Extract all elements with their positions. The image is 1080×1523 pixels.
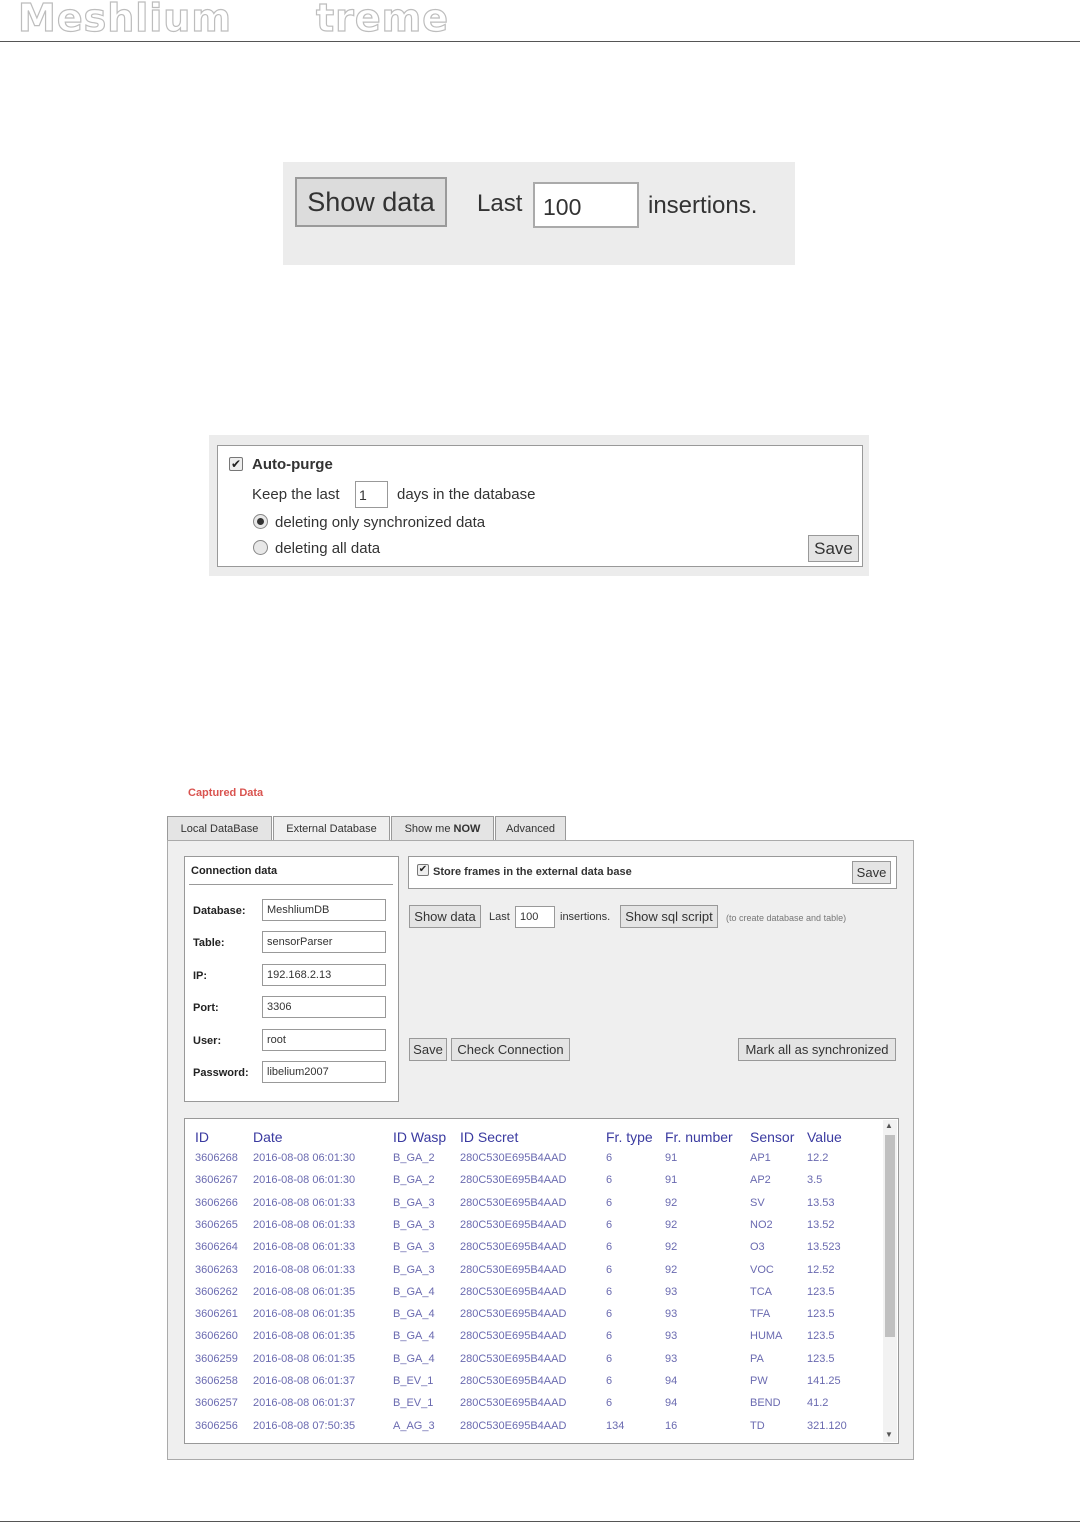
tab-show-me-now[interactable]: [391, 816, 494, 841]
store-frames-box: [408, 856, 897, 889]
table-cell: BEND: [750, 1397, 781, 1410]
table-cell: 2016-08-08 06:01:35: [253, 1330, 356, 1343]
table-cell: 16: [665, 1419, 678, 1432]
insertions-label: insertions.: [648, 192, 758, 219]
table-cell: 141.25: [807, 1375, 841, 1387]
column-header-value: Value: [807, 1129, 842, 1145]
table-cell: 92: [665, 1196, 678, 1209]
column-header-frame-number: Fr. number: [665, 1129, 733, 1145]
table-cell: 92: [665, 1263, 678, 1276]
table-cell: 3.5: [807, 1174, 823, 1187]
table-cell: 94: [665, 1397, 678, 1410]
table-cell: 3606259: [195, 1352, 238, 1365]
table-cell: B_GA_4: [393, 1352, 435, 1365]
divider: [189, 884, 393, 885]
user-label: User:: [193, 1035, 222, 1047]
table-cell: 6: [606, 1174, 613, 1187]
table-cell: 2016-08-08 06:01:33: [253, 1218, 356, 1231]
table-cell: 280C530E695B4AAD: [460, 1174, 567, 1187]
table-cell: 2016-08-08 07:50:35: [253, 1419, 356, 1432]
show-data-button[interactable]: Show data: [295, 177, 447, 227]
table-cell: B_GA_3: [393, 1218, 435, 1231]
table-cell: 3606264: [195, 1241, 238, 1254]
table-cell: B_GA_4: [393, 1285, 435, 1298]
table-cell: 280C530E695B4AAD: [460, 1419, 567, 1432]
table-cell: 2016-08-08 06:01:35: [253, 1352, 356, 1365]
table-cell: 123.5: [807, 1330, 835, 1343]
table-scrollbar[interactable]: [883, 1120, 897, 1442]
table-cell: 280C530E695B4AAD: [460, 1352, 567, 1365]
table-cell: 123.5: [807, 1285, 835, 1298]
table-cell: SV: [750, 1196, 765, 1209]
table-label: Table:: [193, 937, 225, 949]
auto-purge-panel: [217, 445, 863, 567]
table-cell: 3606263: [195, 1263, 238, 1276]
table-cell: 280C530E695B4AAD: [460, 1218, 567, 1231]
insertions-label-small: insertions.: [560, 911, 611, 923]
table-cell: 280C530E695B4AAD: [460, 1152, 567, 1164]
table-cell: 6: [606, 1263, 613, 1276]
table-cell: 93: [665, 1285, 678, 1298]
table-cell: HUMA: [750, 1330, 783, 1343]
column-header-date: Date: [253, 1129, 283, 1145]
table-cell: 3606261: [195, 1308, 238, 1321]
table-cell: TFA: [750, 1308, 771, 1321]
table-cell: 2016-08-08 06:01:37: [253, 1375, 356, 1387]
password-label: Password:: [193, 1067, 249, 1079]
table-cell: 6: [606, 1308, 613, 1321]
table-cell: 91: [665, 1152, 678, 1164]
store-frames-checkbox[interactable]: ✔: [418, 864, 428, 875]
table-cell: 6: [606, 1352, 613, 1365]
column-header-sensor: Sensor: [750, 1129, 795, 1145]
table-cell: B_EV_1: [393, 1375, 434, 1387]
table-cell: 3606256: [195, 1419, 238, 1432]
show-data-button-small[interactable]: Show data: [409, 905, 481, 928]
table-input[interactable]: sensorParser: [262, 931, 386, 953]
table-cell: 3606262: [195, 1285, 238, 1298]
table-cell: 3606265: [195, 1218, 238, 1231]
table-cell: AP1: [750, 1152, 771, 1164]
table-cell: 6: [606, 1152, 613, 1164]
table-cell: 3606267: [195, 1174, 238, 1187]
keep-prefix: Keep the last: [252, 486, 340, 503]
table-cell: B_EV_1: [393, 1397, 434, 1410]
table-cell: 2016-08-08 06:01:35: [253, 1285, 356, 1298]
table-cell: 13.53: [807, 1196, 835, 1209]
table-cell: 93: [665, 1352, 678, 1365]
brand-left: Meshlium: [18, 0, 232, 40]
last-label: Last: [477, 190, 523, 217]
insertions-count-input[interactable]: 100: [533, 182, 639, 228]
table-cell: 280C530E695B4AAD: [460, 1196, 567, 1209]
table-cell: 280C530E695B4AAD: [460, 1263, 567, 1276]
table-cell: B_GA_3: [393, 1196, 435, 1209]
table-cell: 123.5: [807, 1308, 835, 1321]
port-label: Port:: [193, 1002, 219, 1014]
table-cell: 134: [606, 1419, 625, 1432]
store-frames-label: Store frames in the external data base: [433, 866, 632, 878]
scroll-up-icon[interactable]: ▲: [885, 1121, 893, 1130]
tab-advanced[interactable]: Advanced: [495, 816, 566, 841]
data-table: [184, 1118, 899, 1444]
table-cell: 2016-08-08 06:01:35: [253, 1308, 356, 1321]
table-cell: 280C530E695B4AAD: [460, 1375, 567, 1387]
store-save-button[interactable]: Save: [852, 861, 891, 884]
table-cell: 41.2: [807, 1397, 829, 1410]
table-cell: 6: [606, 1397, 613, 1410]
column-header-id-wasp: ID Wasp: [393, 1129, 447, 1145]
table-cell: B_GA_2: [393, 1174, 435, 1187]
tab-local-database[interactable]: Local DataBase: [167, 816, 272, 841]
user-input[interactable]: root: [262, 1029, 386, 1051]
table-cell: 12.2: [807, 1152, 829, 1164]
table-cell: 321.120: [807, 1419, 847, 1432]
table-cell: B_GA_3: [393, 1263, 435, 1276]
table-cell: 280C530E695B4AAD: [460, 1330, 567, 1343]
table-cell: B_GA_3: [393, 1241, 435, 1254]
table-cell: 3606266: [195, 1196, 238, 1209]
count-input-small[interactable]: 100: [515, 906, 555, 928]
ip-input[interactable]: 192.168.2.13: [262, 964, 386, 986]
days-input[interactable]: 1: [355, 481, 388, 508]
table-cell: AP2: [750, 1174, 771, 1187]
table-cell: PA: [750, 1352, 764, 1365]
last-label-small: Last: [489, 911, 510, 923]
table-cell: 3606258: [195, 1375, 238, 1387]
table-cell: 13.52: [807, 1218, 835, 1231]
sql-note: (to create database and table): [726, 913, 847, 923]
column-header-id-secret: ID Secret: [460, 1129, 519, 1145]
connection-save-button[interactable]: Save: [409, 1038, 447, 1061]
table-cell: NO2: [750, 1218, 773, 1231]
table-cell: 280C530E695B4AAD: [460, 1241, 567, 1254]
table-cell: 280C530E695B4AAD: [460, 1285, 567, 1298]
mark-all-synchronized-button[interactable]: Mark all as synchronized: [738, 1038, 896, 1061]
table-cell: 92: [665, 1241, 678, 1254]
table-cell: VOC: [750, 1263, 774, 1276]
keep-suffix: days in the database: [397, 486, 536, 503]
table-cell: B_GA_2: [393, 1152, 435, 1164]
table-cell: 6: [606, 1285, 613, 1298]
option-synchronized-label: deleting only synchronized data: [275, 514, 486, 531]
option-all-label: deleting all data: [275, 540, 381, 557]
show-sql-script-button[interactable]: Show sql script: [620, 905, 718, 928]
show-data-screenshot: [283, 162, 795, 265]
table-cell: 3606260: [195, 1330, 238, 1343]
table-cell: TD: [750, 1419, 765, 1432]
captured-data-title: Captured Data: [188, 787, 264, 799]
table-cell: 13.523: [807, 1241, 841, 1254]
table-cell: 94: [665, 1375, 678, 1387]
database-input[interactable]: MeshliumDB: [262, 899, 386, 921]
table-cell: 6: [606, 1218, 613, 1231]
table-cell: 6: [606, 1375, 613, 1387]
table-cell: 123.5: [807, 1352, 835, 1365]
table-cell: 91: [665, 1174, 678, 1187]
table-cell: TCA: [750, 1285, 772, 1298]
table-cell: B_GA_4: [393, 1330, 435, 1343]
table-cell: PW: [750, 1375, 768, 1387]
auto-purge-title: Auto-purge: [252, 456, 333, 473]
port-input[interactable]: 3306: [262, 996, 386, 1018]
database-label: Database:: [193, 905, 246, 917]
footer-rule: [0, 1521, 1080, 1522]
connection-data-box: [184, 856, 399, 1102]
table-cell: B_GA_4: [393, 1308, 435, 1321]
table-cell: 92: [665, 1218, 678, 1231]
table-cell: 280C530E695B4AAD: [460, 1308, 567, 1321]
table-cell: 93: [665, 1330, 678, 1343]
table-cell: 2016-08-08 06:01:30: [253, 1152, 356, 1164]
password-input[interactable]: libelium2007: [262, 1061, 386, 1083]
table-cell: 12.52: [807, 1263, 835, 1276]
table-cell: A_AG_3: [393, 1419, 435, 1432]
column-header-frame-type: Fr. type: [606, 1129, 653, 1145]
connection-data-title: Connection data: [191, 865, 278, 877]
auto-purge-save-button[interactable]: Save: [808, 535, 859, 562]
tab-external-database[interactable]: External Database: [273, 816, 390, 841]
table-cell: 2016-08-08 06:01:30: [253, 1174, 356, 1187]
document-header: [0, 0, 1080, 42]
table-cell: O3: [750, 1241, 765, 1254]
table-cell: 2016-08-08 06:01:33: [253, 1196, 356, 1209]
table-cell: 2016-08-08 06:01:37: [253, 1397, 356, 1410]
table-cell: 3606268: [195, 1152, 238, 1164]
external-database-panel: [167, 840, 914, 1460]
scroll-thumb[interactable]: [885, 1135, 895, 1337]
table-cell: 6: [606, 1241, 613, 1254]
table-cell: 93: [665, 1308, 678, 1321]
table-cell: 2016-08-08 06:01:33: [253, 1263, 356, 1276]
brand-right: treme: [316, 0, 450, 40]
tab-show-me-label: Show me: [404, 822, 454, 835]
tab-now-label: NOW: [453, 822, 481, 835]
table-cell: 6: [606, 1196, 613, 1209]
ip-label: IP:: [193, 970, 208, 982]
scroll-down-icon[interactable]: ▼: [885, 1430, 893, 1439]
column-header-id: ID: [195, 1129, 209, 1145]
table-cell: 2016-08-08 06:01:33: [253, 1241, 356, 1254]
table-cell: 3606257: [195, 1397, 238, 1410]
radio-synchronized-only[interactable]: [253, 514, 268, 529]
radio-all-data[interactable]: [253, 540, 268, 555]
check-connection-button[interactable]: Check Connection: [451, 1038, 570, 1061]
auto-purge-screenshot: [209, 435, 869, 576]
table-cell: 6: [606, 1330, 613, 1343]
table-cell: 280C530E695B4AAD: [460, 1397, 567, 1410]
auto-purge-checkbox[interactable]: ✔: [230, 457, 242, 471]
